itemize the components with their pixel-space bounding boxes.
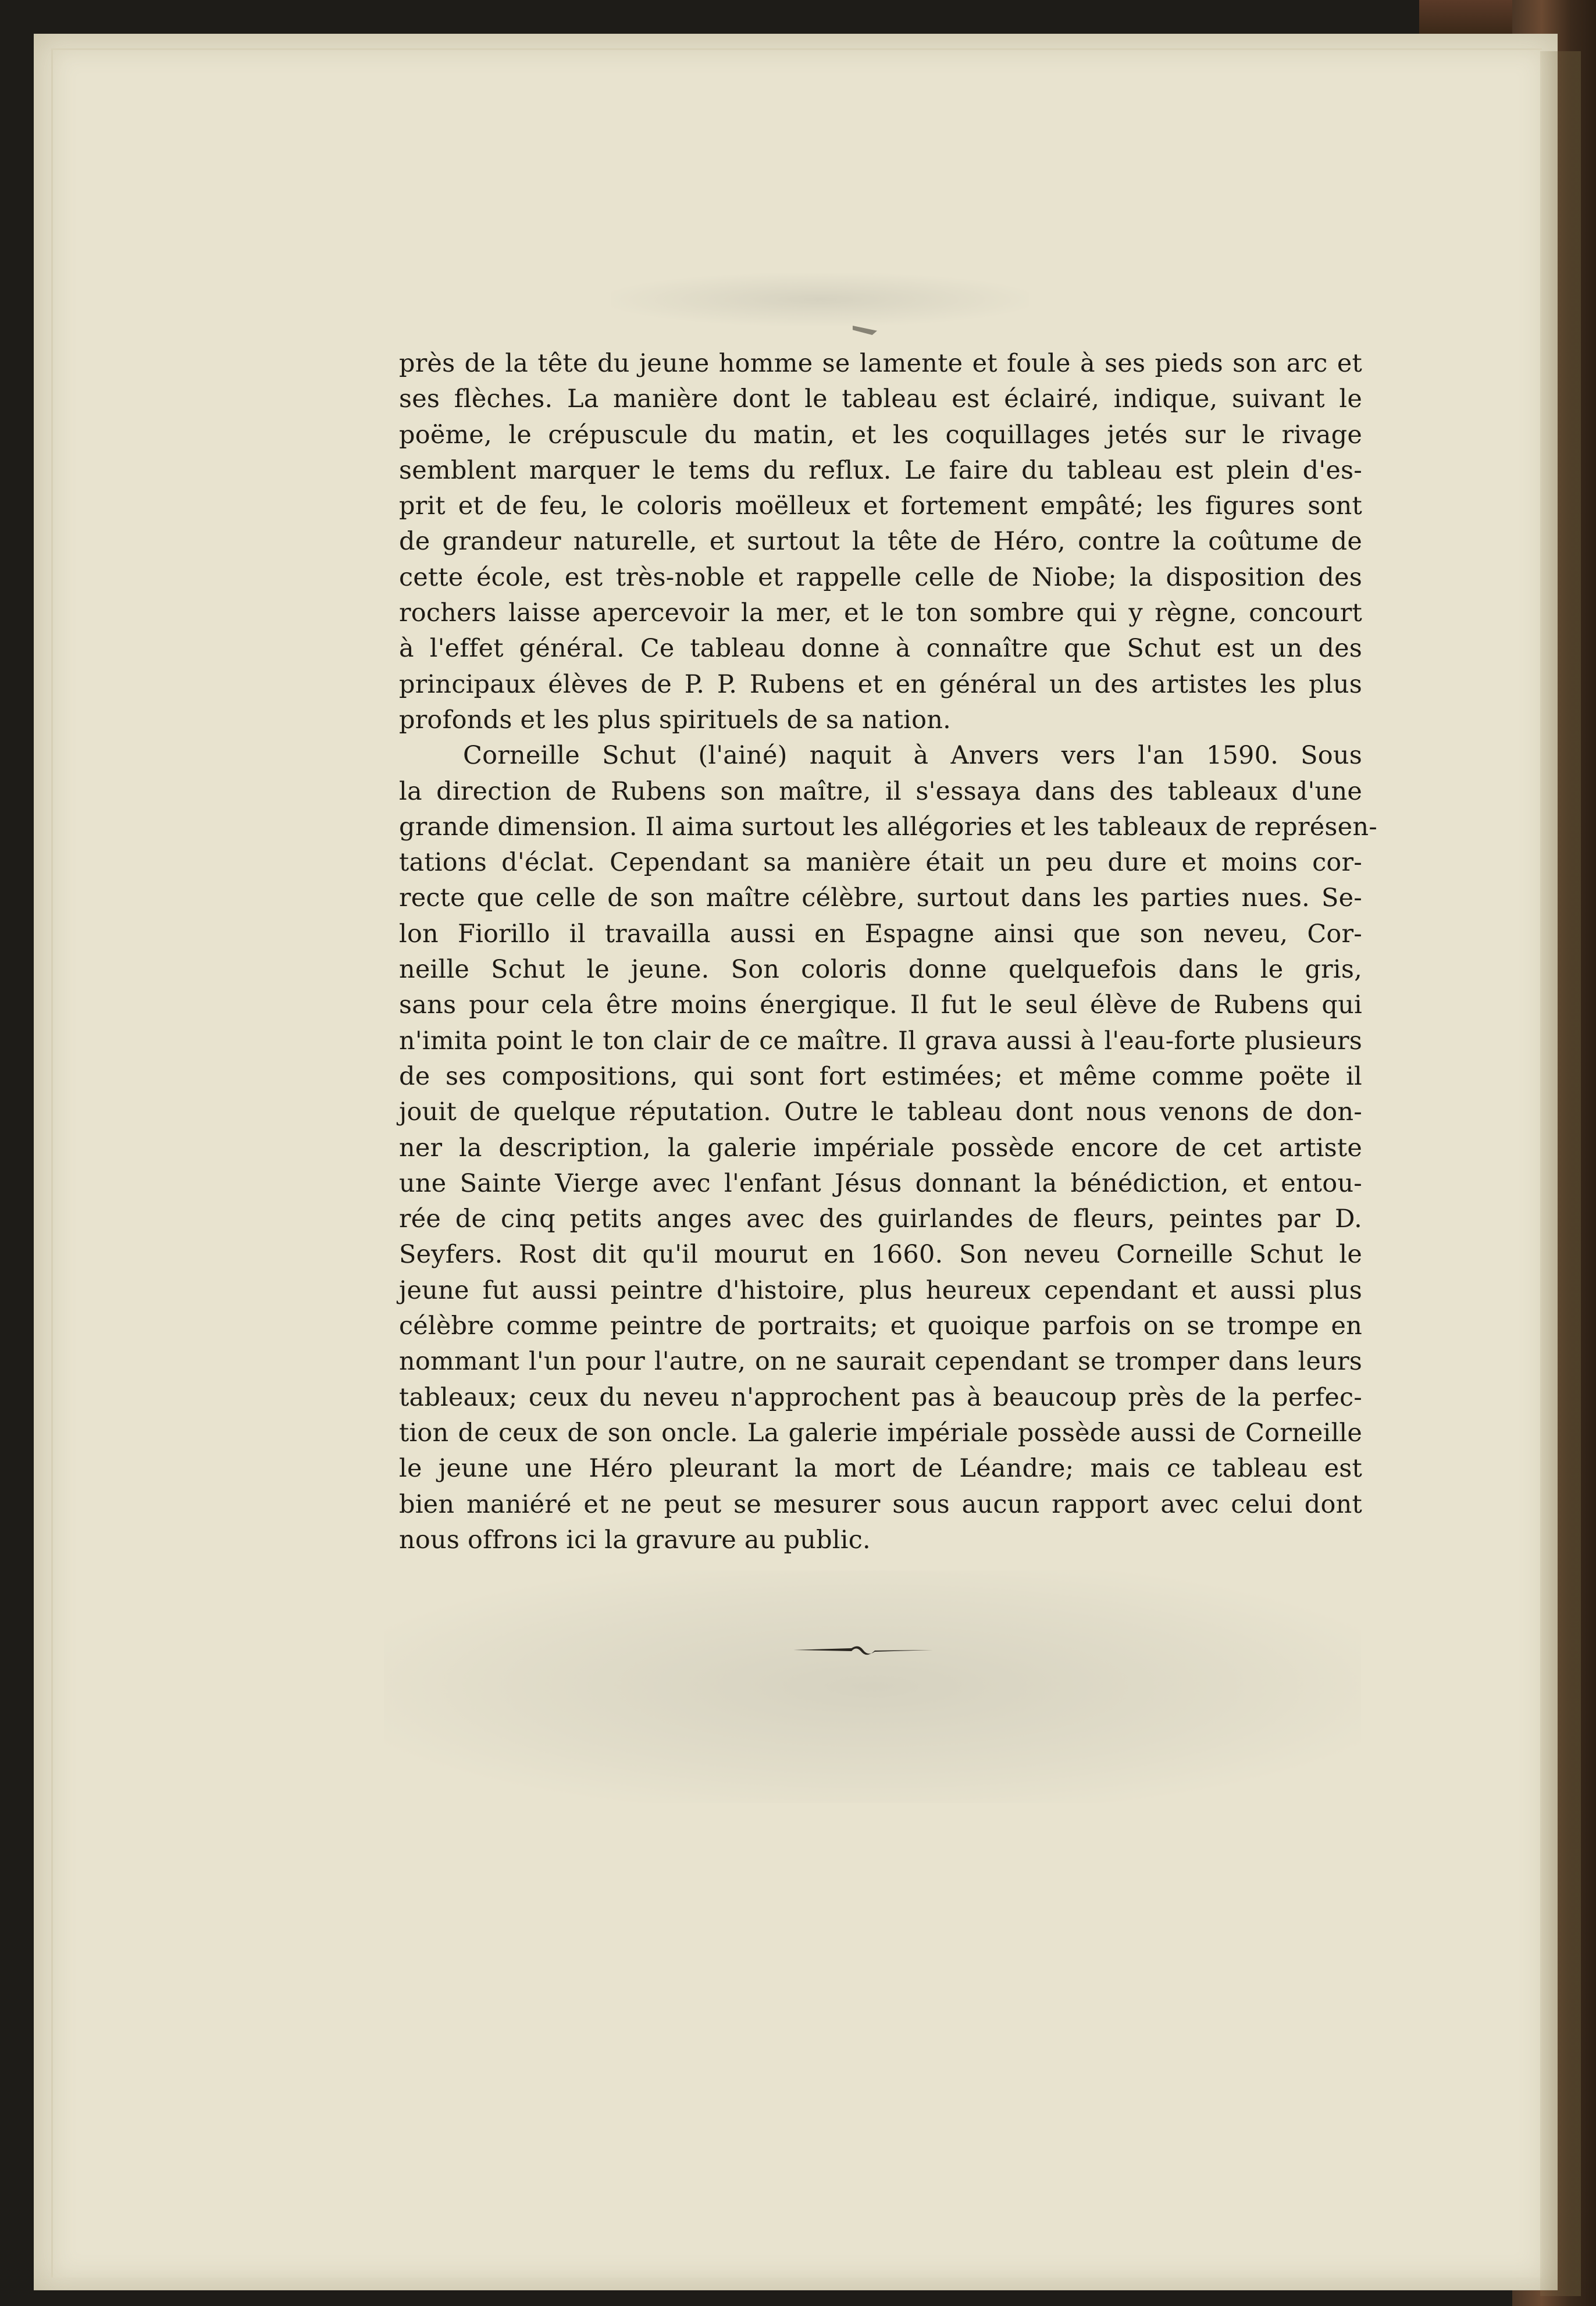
text-line: semblent marquer le tems du reflux. Le faire du tableau est plein d'es- <box>399 455 1362 485</box>
text-line: bien maniéré et ne peut se mesurer sous aucun rapport avec celui dont <box>399 1489 1362 1519</box>
text-line: grande dimension. Il aima surtout les allégories et les tableaux de représen- <box>399 812 1377 842</box>
text-line: de grandeur naturelle, et surtout la tête de Héro, contre la coûtume de <box>399 527 1362 557</box>
show-through-top <box>611 273 1029 326</box>
text-line: neille Schut le jeune. Son coloris donne quelquefois dans le gris, <box>399 955 1362 985</box>
text-line: jouit de quelque réputation. Outre le tableau dont nous venons de don- <box>399 1097 1362 1127</box>
text-line: célèbre comme peintre de portraits; et quoique parfois on se trompe en <box>399 1311 1362 1341</box>
text-line: prit et de feu, le coloris moëlleux et fortement empâté; les figures sont <box>399 491 1362 521</box>
text-line: jeune fut aussi peintre d'histoire, plus heureux cependant et aussi plus <box>399 1275 1362 1305</box>
text-line: recte que celle de son maître célèbre, surtout dans les parties nues. Se- <box>399 883 1362 913</box>
text-line: Seyfers. Rost dit qu'il mourut en 1660. Son neveu Corneille Schut le <box>399 1240 1362 1270</box>
paragraph-2 <box>399 738 1377 1558</box>
body-text <box>399 346 1377 1558</box>
text-line: profonds et les plus spirituels de sa nation. <box>399 705 951 735</box>
text-line: ses flèches. La manière dont le tableau est éclairé, indique, suivant le <box>399 384 1362 414</box>
text-line: une Sainte Vierge avec l'enfant Jésus donnant la bénédiction, et entou- <box>399 1168 1362 1198</box>
text-line: près de la tête du jeune homme se lamente et foule à ses pieds son arc et <box>399 349 1362 378</box>
text-line: tion de ceux de son oncle. La galerie impériale possède aussi de Corneille <box>399 1418 1362 1448</box>
text-line: rochers laisse apercevoir la mer, et le ton sombre qui y règne, concourt <box>399 598 1362 628</box>
paragraph-1 <box>399 346 1362 738</box>
text-line: Corneille Schut (l'ainé) naquit à Anvers vers l'an 1590. Sous <box>463 741 1362 771</box>
text-line: le jeune une Héro pleurant la mort de Léandre; mais ce tableau est <box>399 1454 1362 1484</box>
text-line: la direction de Rubens son maître, il s'essaya dans des tableaux d'une <box>399 776 1362 806</box>
text-line: rée de cinq petits anges avec des guirlandes de fleurs, peintes par D. <box>399 1204 1362 1234</box>
text-line: cette école, est très-noble et rappelle celle de Niobe; la disposition des <box>399 562 1362 592</box>
show-through-bottom <box>384 1570 1361 1803</box>
ornament-rule-icon <box>793 1641 933 1659</box>
text-line: poëme, le crépuscule du matin, et les coquillages jetés sur le rivage <box>399 420 1362 450</box>
text-line: nommant l'un pour l'autre, on ne saurait cependant se tromper dans leurs <box>399 1347 1362 1377</box>
text-line: nous offrons ici la gravure au public. <box>399 1525 871 1555</box>
page-edge-shadow <box>1540 51 1581 2296</box>
text-line: de ses compositions, qui sont fort estimées; et même comme poëte il <box>399 1061 1362 1091</box>
text-line: lon Fiorillo il travailla aussi en Espagne ainsi que son neveu, Cor- <box>399 919 1362 949</box>
text-line: principaux élèves de P. P. Rubens et en général un des artistes les plus <box>399 669 1362 699</box>
text-line: sans pour cela être moins énergique. Il fut le seul élève de Rubens qui <box>399 990 1362 1020</box>
text-line: à l'effet général. Ce tableau donne à connaître que Schut est un des <box>399 634 1362 664</box>
text-line: n'imita point le ton clair de ce maître. Il grava aussi à l'eau-forte plusieurs <box>399 1026 1362 1056</box>
text-line: tableaux; ceux du neveu n'approchent pas à beaucoup près de la perfec- <box>399 1382 1362 1412</box>
text-line: ner la description, la galerie impériale possède encore de cet artiste <box>399 1133 1362 1163</box>
text-line: tations d'éclat. Cependant sa manière était un peu dure et moins cor- <box>399 848 1362 878</box>
